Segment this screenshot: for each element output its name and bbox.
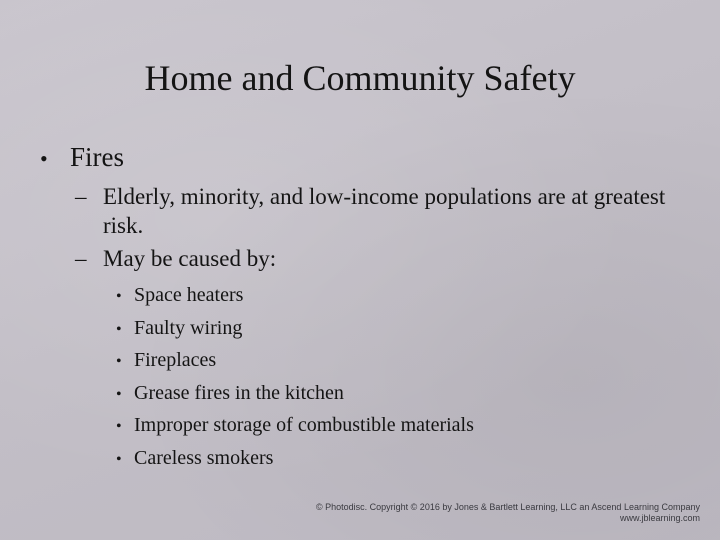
list-item-text: Space heaters (134, 284, 244, 306)
list-item (116, 345, 690, 378)
bullet-icon: • (116, 385, 122, 403)
website-text: www.jblearning.com (619, 513, 700, 523)
list-item (116, 443, 690, 476)
sub-bullet-causes-text: May be caused by: (103, 246, 277, 271)
list-item (116, 410, 690, 443)
list-item-text: Faulty wiring (134, 316, 243, 339)
bullet-icon: • (116, 320, 122, 338)
bullet-icon: • (116, 353, 122, 370)
list-item-text: Careless smokers (134, 446, 274, 469)
sub-bullet-risk (75, 182, 690, 240)
list-item (116, 313, 690, 346)
causes-list (116, 280, 690, 475)
bullet-icon: • (116, 418, 122, 435)
sub-bullet-causes (75, 244, 690, 273)
copyright-notice (316, 502, 700, 524)
bullet-icon: • (116, 288, 122, 305)
bullet-icon: • (40, 146, 48, 171)
dash-icon: – (75, 246, 87, 271)
list-item (116, 378, 690, 411)
slide-content (40, 138, 690, 475)
copyright-text: © Photodisc. Copyright © 2016 by Jones & Bartlett Learning, LLC an Ascend Learning Company (316, 502, 700, 512)
bullet-icon: • (116, 450, 122, 468)
sub-bullet-risk-text: Elderly, minority, and low-income populations are at greatest risk. (103, 184, 666, 238)
slide-title: Home and Community Safety (144, 58, 576, 98)
list-item-text: Improper storage of combustible materials (134, 414, 474, 436)
bullet-fires (40, 138, 690, 178)
dash-icon: – (75, 184, 87, 209)
list-item (116, 280, 690, 313)
list-item-text: Fireplaces (134, 349, 217, 371)
list-item-text: Grease fires in the kitchen (134, 381, 344, 404)
bullet-fires-text: Fires (70, 142, 124, 172)
